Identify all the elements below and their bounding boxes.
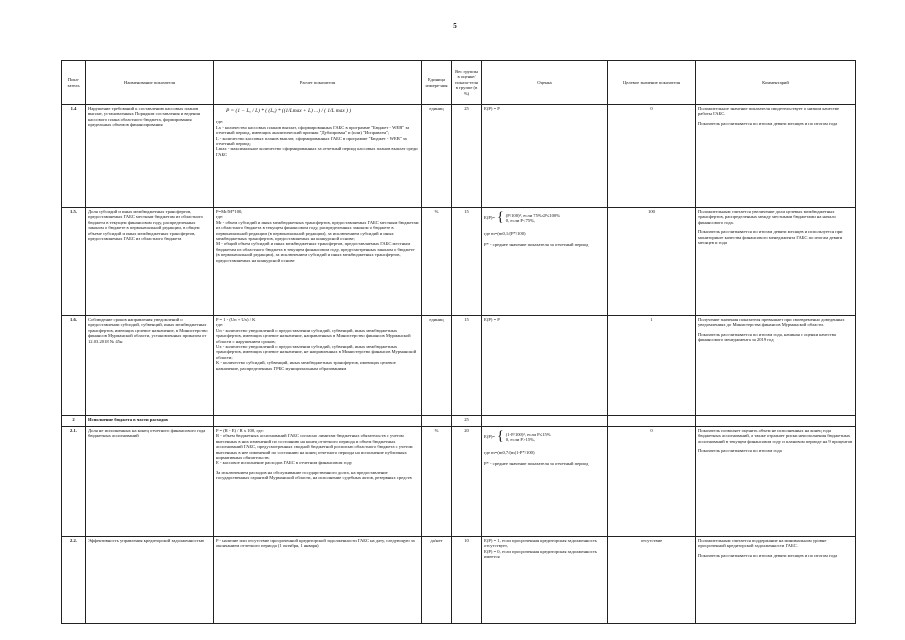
row-weight: 20 (452, 427, 482, 537)
header-comment: Комментарий (696, 61, 856, 105)
table-row (62, 208, 856, 316)
row-number: 2.2. (62, 537, 86, 624)
row-target: 1 (608, 316, 696, 416)
row-target: отсутствие (608, 537, 696, 624)
row-calculation: P = (1 − Lₓ / L) * ( (Lₓ) * ((1/Lmax + L) ...) / ( 1/L max ) ) где: Lx - количество кассовых планов выплат, сформированных ГАБС в программе "Бюджет - WEB" за отчетный период, имеющих аналитический признак "Дублирован" и (или) "Исправлен"; L - количество кассовых планов выплат, сформированных ГАБС в программе "Бюджет - WEB" за отчетный период; Lmax - максимальное количество сформированных за отчетный период кассовых планов выплат среди ГАБС (214, 105, 422, 208)
header-target: Целевое значение показателя (608, 61, 696, 105)
row-unit: да/нет (422, 537, 452, 624)
row-name: Эффективность управления кредиторской задолженностью (86, 537, 214, 624)
estimate-cases: E(P)= { (P/100)², если 75%≤P≤100% 0, если P<75%, (484, 210, 561, 225)
row-name: Доля субсидий и иных межбюджетных трансфертов, предоставляемых ГАБС местным бюджетам из областного бюджета в текущем финансовом году, распределенных законом о бюджете в первоначальной редакции, в общем объеме субсидий и иных межбюджетных трансфертов, предоставляемых ГАБС из областного бюджета (86, 208, 214, 316)
row-unit: % (422, 208, 452, 316)
row-weight: 15 (452, 316, 482, 416)
row-target: 0 (608, 427, 696, 537)
section-number: 2 (62, 416, 86, 427)
brace-icon: { (497, 210, 504, 225)
row-name: Нарушение требований к составлению кассовых планов выплат, установленных Порядком составления и ведения кассового плана областного бюджета, формирования предельных объемов финансирования (86, 105, 214, 208)
header-calculation: Расчет показателя (214, 61, 422, 105)
section-row (62, 416, 856, 427)
row-comment: Положительным считается поддержание на минимальном уровне просроченной кредиторской задолженности ГАБС. Показатель рассчитывается по итогам девяти месяцев и по итогам года (696, 537, 856, 624)
row-number: 2.1. (62, 427, 86, 537)
row-weight: 25 (452, 105, 482, 208)
row-name: Доля не исполненных на конец отчетного финансового года бюджетных ассигнований (86, 427, 214, 537)
row-estimate: E(P)= { (P/100)², если 75%≤P≤100% 0, если P<75%, где m=(m0,1/(P*/100) P* - среднее значение показателя за отчетный период (482, 208, 608, 316)
row-number: 1.4 (62, 105, 86, 208)
header-indicator-number: Пока-затель (62, 61, 86, 105)
row-calculation: P = 1 - (Un + Ux) / K где: Un - количество уведомлений о предоставлении субсидий, субвенций, иных межбюджетных трансфертов, имеющих целевое назначение, направленных в Министерство финансов Мурманской области с нарушением сроков; Ux - количество уведомлений о предоставлении субсидий, субвенций, иных межбюджетных трансфертов, имеющих целевое назначение, не направленных в Министерство финансов Мурманской области; K - количество субсидий, субвенций, иных межбюджетных трансфертов, имеющих целевое назначение, распределенных ГРБС муниципальным образованиям (214, 316, 422, 416)
row-estimate: E(P) = P (482, 105, 608, 208)
row-weight: 15 (452, 208, 482, 316)
row-target: 100 (608, 208, 696, 316)
row-estimate: E(P) = 1, если просроченная кредиторская задолженность отсутствует, E(P) = 0, если просроченная кредиторская задолженность имеется (482, 537, 608, 624)
table-row (62, 537, 856, 624)
indicators-table (61, 60, 856, 624)
brace-icon: { (497, 429, 504, 444)
section-title: Исполнение бюджета в части расходов (86, 416, 214, 427)
row-unit: единиц (422, 105, 452, 208)
row-estimate: E(P) = P (482, 316, 608, 416)
row-calculation: P = (R - E) / R x 100, где: R - объем бюджетных ассигнований ГАБС согласно лимитам бюджетных обязательств с учетом внесенных в них изменений по состоянию на конец отчетного периода и объем бюджетных ассигнований ГАБС, предусмотренных сводной бюджетной росписью областного бюджета с учетом внесенных в нее изменений по состоянию на конец отчетного периода на исполнение публичных нормативных обязательств; E - кассовое исполнение расходов ГАБС в отчетном финансовом году За исключением расходов на обслуживание государственного долга, на предоставление государственных гарантий Мурманской области, на исполнение судебных актов, резервных средств (214, 427, 422, 537)
estimate-cases: E(P)= { (1-P/100)², если P≤15% 0, если P>15%, (484, 429, 551, 444)
table-row (62, 316, 856, 416)
row-comment: Положительное значение показателя свидетельствует о низком качестве работы ГАБС. Показатель рассчитывается по итогам девяти месяцев и по итогам года (696, 105, 856, 208)
row-comment: Получение значения показателя превышает при своевременно доведенных уведомлениях до Министерства финансов Мурманской области. Показатель рассчитывается по итогам года, начиная с оценки качества финансового менеджмента за 2019 год (696, 316, 856, 416)
header-unit: Единица измере-ния (422, 61, 452, 105)
header-indicator-name: Наименование показателя (86, 61, 214, 105)
row-comment: Положительным считается увеличение доли целевых межбюджетных трансфертов, распределенных между местными бюджетами на начало финансового года. Показатель рассчитывается по итогам девяти месяцев и используется при мониторинге качества финансового менеджмента ГАБС по итогам девяти месяцев и года (696, 208, 856, 316)
row-calculation: P=Mr/M*100, где: Mr - объем субсидий и иных межбюджетных трансфертов, предоставляемых ГАБС местным бюджетам из областного бюджета в текущем финансовом году, распределенных законом о бюджете в первоначальной редакции (в первоначальной редакции), за исключением субсидий и иных межбюджетных трансфертов, предоставляемых на конкурсной основе; M - общий объем субсидий и иных межбюджетных трансфертов, предоставляемых ГАБС местным бюджетам из областного бюджета в текущем финансовом году, предусмотренных законом о бюджете (в первоначальной редакции), за исключением субсидий и иных межбюджетных трансфертов, предоставляемых на конкурсной основе (214, 208, 422, 316)
table-row (62, 105, 856, 208)
table-header-row (62, 61, 856, 105)
row-number: 1.6. (62, 316, 86, 416)
header-weight: Вес группы в оценке/ показа-теля в группе (в %) (452, 61, 482, 105)
row-number: 1.5. (62, 208, 86, 316)
page-number: 5 (453, 22, 457, 30)
row-target: 0 (608, 105, 696, 208)
row-weight: 10 (452, 537, 482, 624)
row-unit: единиц (422, 316, 452, 416)
row-calculation: P - наличие или отсутствие просроченной кредиторской задолженности ГАБС на дату, следующую за окончанием отчетного периода (1 октября, 1 января) (214, 537, 422, 624)
row-unit: % (422, 427, 452, 537)
table-row (62, 427, 856, 537)
formula: P = (1 − Lₓ / L) * ( (Lₓ) * ((1/Lmax + L) ...) / ( 1/L max ) ) (226, 108, 352, 114)
row-name: Соблюдение сроков направления уведомлений о предоставлении субсидий, субвенций, иных межбюджетных трансфертов, имеющих целевое назначение, в Министерство финансов Мурманской области, установленных приказом от 12.03.2018 № 45н (86, 316, 214, 416)
row-comment: Показатель позволяет оценить объем не исполненных на конец года бюджетных ассигнований, а также отражает риски неисполнения бюджетных ассигнований в текущем финансовом году и плановом периоде на 9 процентов Показатель рассчитывается по итогам года (696, 427, 856, 537)
header-estimate: Оценка (482, 61, 608, 105)
section-weight: 25 (452, 416, 482, 427)
row-estimate: E(P)= { (1-P/100)², если P≤15% 0, если P>15%, где m=(m0,7/(m(1-P*/100) P* - среднее значение показателя за отчетный период (482, 427, 608, 537)
